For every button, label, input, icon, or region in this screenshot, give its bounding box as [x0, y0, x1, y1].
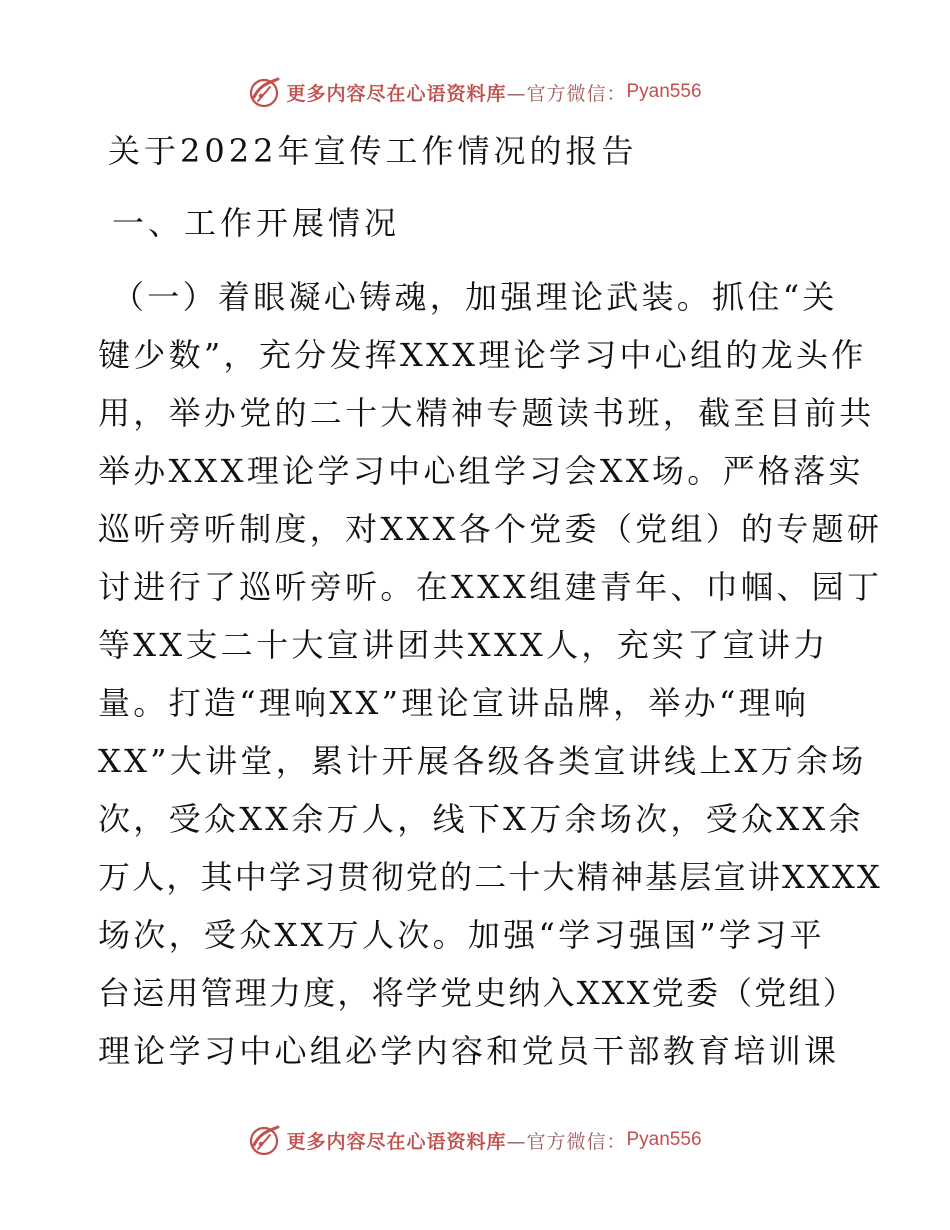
- paragraph-line: 巡听旁听制度，对XXX各个党委（党组）的专题研: [98, 510, 883, 548]
- body-paragraph: [98, 268, 883, 1080]
- paragraph-line: 讨进行了巡听旁听。在XXX组建青年、巾帼、园丁: [98, 568, 883, 606]
- paragraph-line: 举办XXX理论学习中心组学习会XX场。严格落实: [98, 452, 864, 490]
- document-title: 关于2022年宣传工作情况的报告: [108, 132, 638, 170]
- watermark-wechat-id: Pyan556: [626, 1129, 702, 1150]
- paragraph-line: 次，受众XX余万人，线下X万余场次，受众XX余: [98, 800, 864, 838]
- footer-watermark: [0, 1120, 950, 1160]
- watermark-red-text: 更多内容尽在心语资料库: [286, 1130, 507, 1153]
- paragraph-line: 用，举办党的二十大精神专题读书班，截至目前共: [98, 394, 875, 432]
- paragraph-line: 台运用管理力度，将学党史纳入XXX党委（党组）: [98, 974, 857, 1012]
- paragraph-line: XX”大讲堂，累计开展各级各类宣讲线上X万余场: [98, 742, 867, 780]
- watermark-wechat-id: Pyan556: [626, 81, 702, 102]
- section-heading: 一、工作开展情况: [112, 204, 401, 242]
- paragraph-line: 量。打造“理响XX”理论宣讲品牌，举办“理响: [98, 684, 810, 722]
- watermark-dash-text: —官方微信：: [506, 82, 627, 105]
- paragraph-line: （一）着眼凝心铸魂，加强理论武装。抓住“关: [112, 278, 838, 316]
- paragraph-line: 键少数”，充分发挥XXX理论学习中心组的龙头作: [98, 336, 867, 374]
- watermark-dash-text: —官方微信：: [506, 1130, 627, 1153]
- paragraph-line: 场次，受众XX万人次。加强“学习强国”学习平: [98, 916, 825, 954]
- pen-logo-icon: [248, 1123, 282, 1157]
- watermark-red-text: 更多内容尽在心语资料库: [286, 82, 507, 105]
- paragraph-line: 理论学习中心组必学内容和党员干部教育培训课: [98, 1032, 840, 1070]
- pen-logo-icon: [248, 75, 282, 109]
- paragraph-line: 等XX支二十大宣讲团共XXX人，充实了宣讲力: [98, 626, 829, 664]
- header-watermark: [0, 72, 950, 112]
- paragraph-line: 万人，其中学习贯彻党的二十大精神基层宣讲XXXX: [98, 858, 882, 896]
